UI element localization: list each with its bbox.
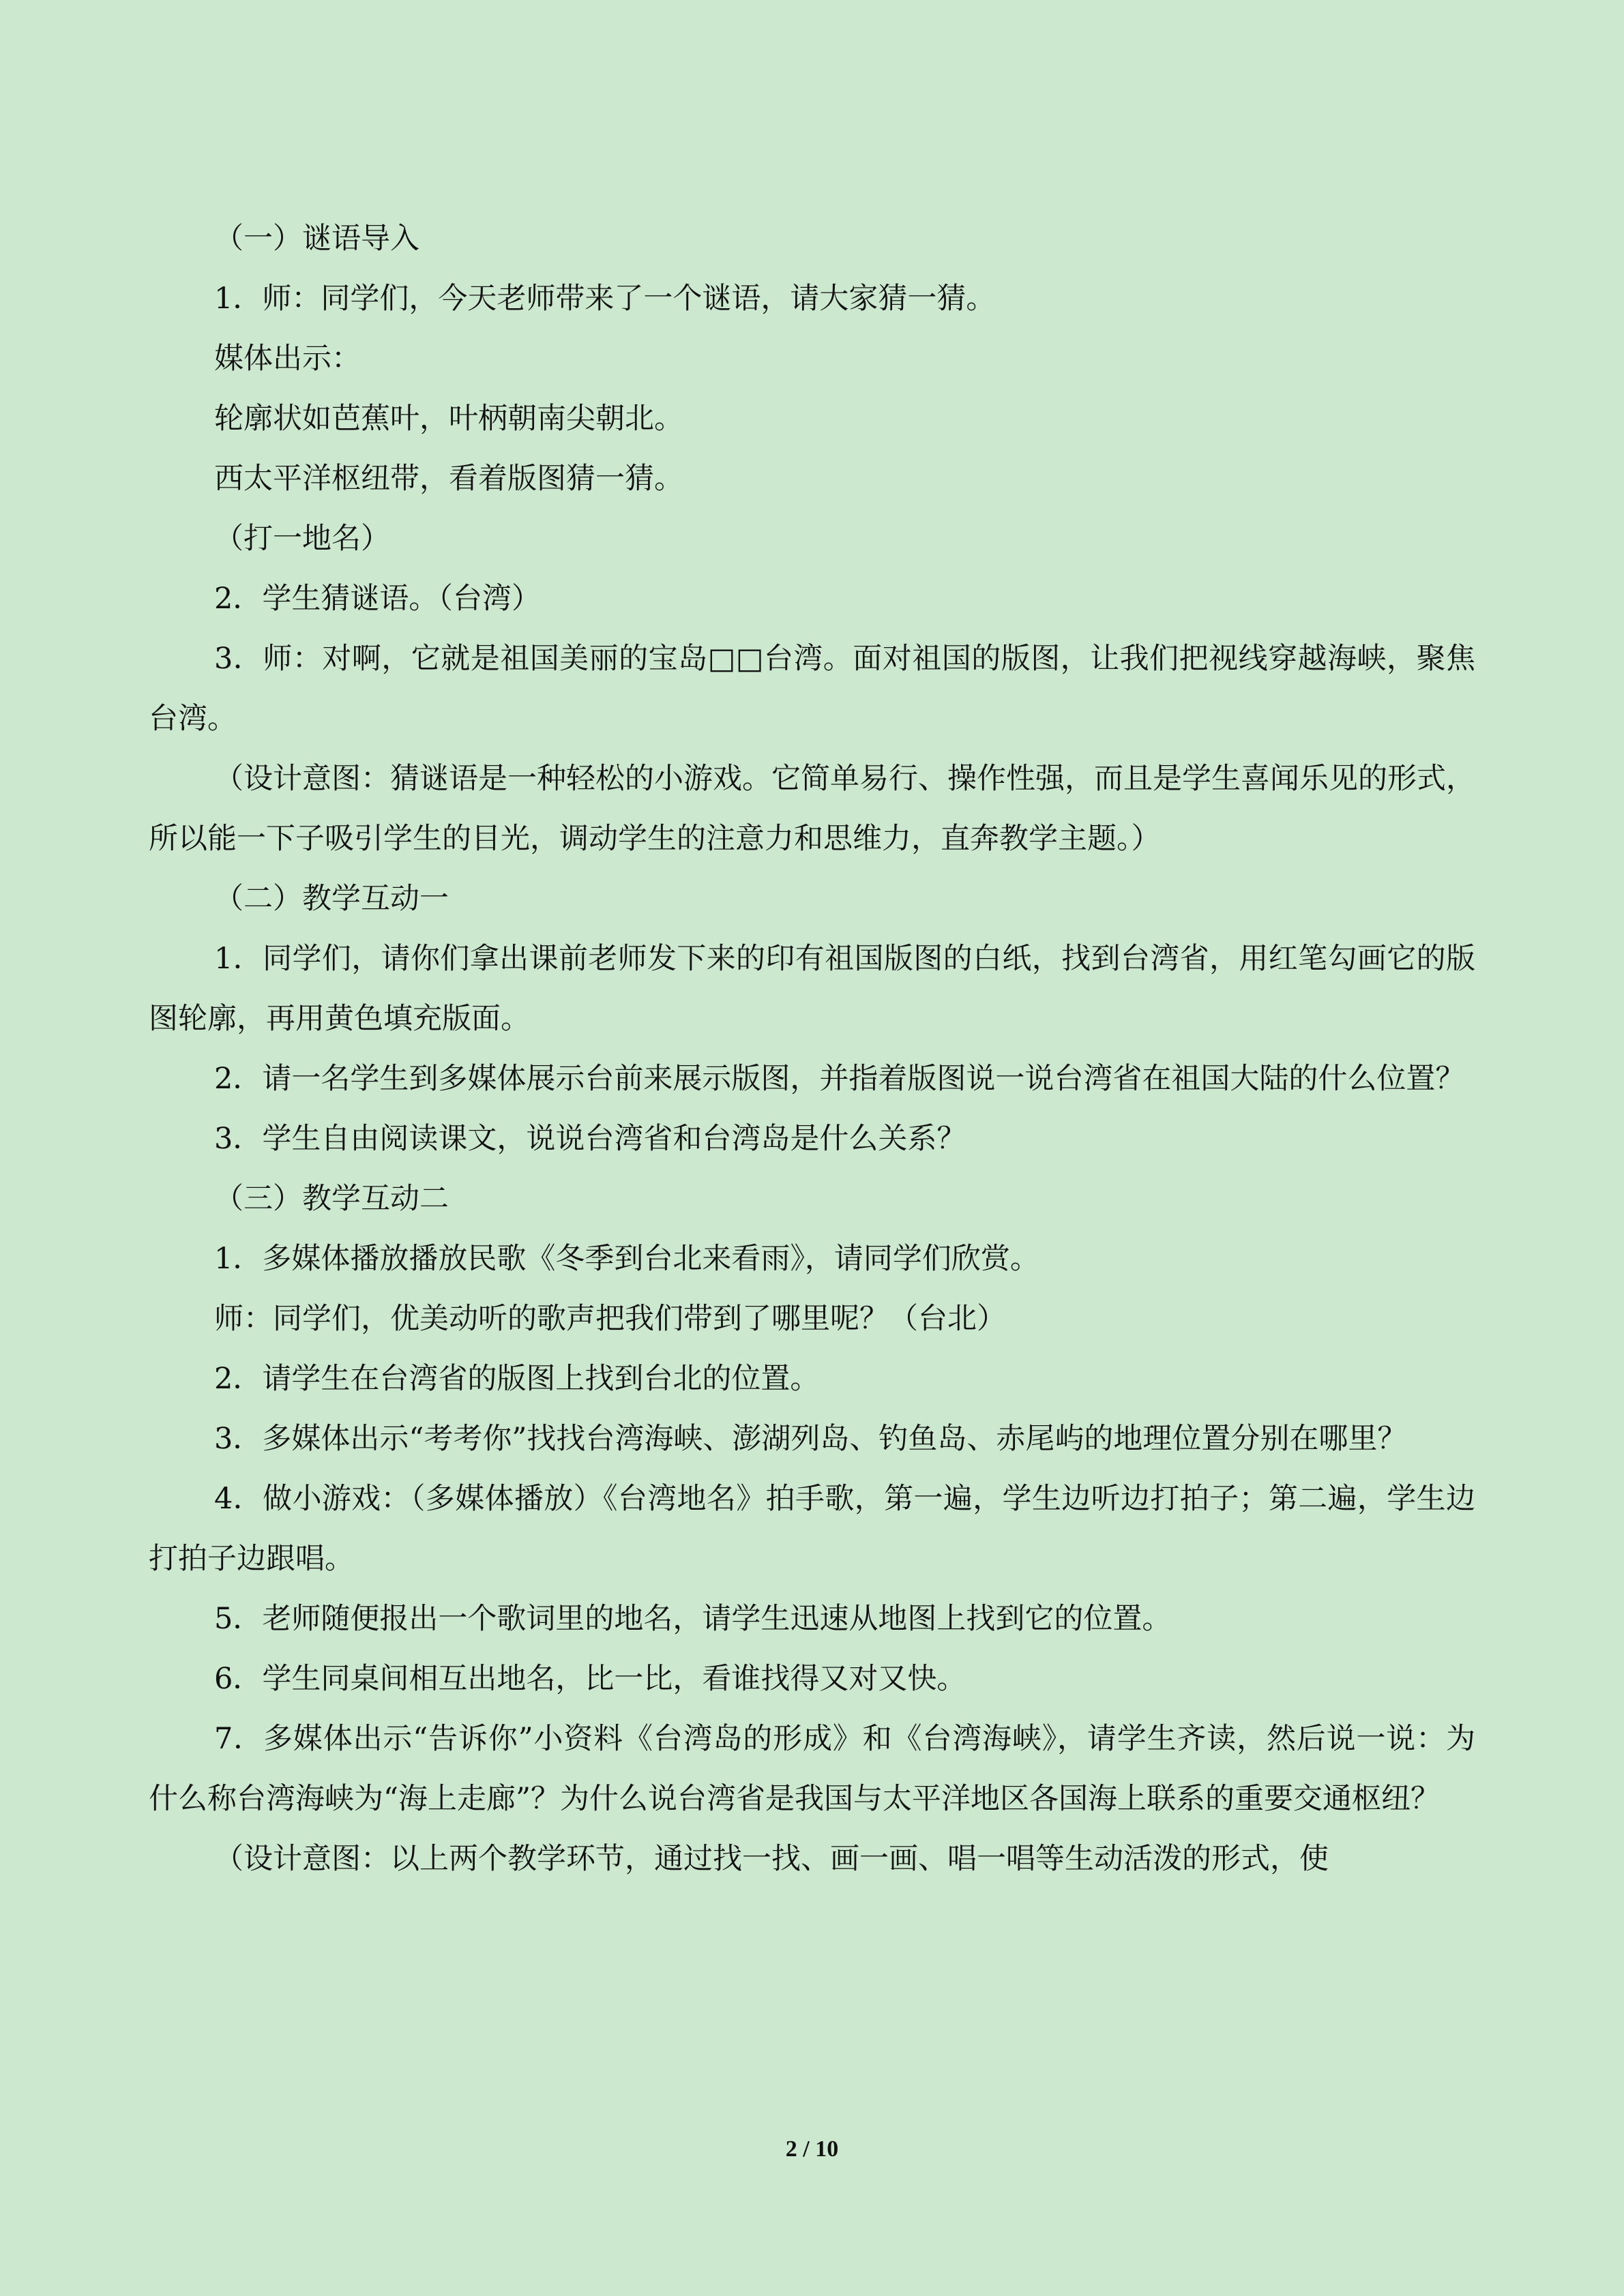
paragraph: 3．学生自由阅读课文，说说台湾省和台湾岛是什么关系？ — [214, 1122, 966, 1156]
design-intent-note: （设计意图：以上两个教学环节，通过找一找、画一画、唱一唱等生动活泼的形式，使 — [214, 1842, 1329, 1876]
paragraph: 2．学生猜谜语。（台湾） — [214, 582, 541, 616]
section-heading-interaction-one: （二）教学互动一 — [214, 882, 449, 916]
design-intent-note: （设计意图：猜谜语是一种轻松的小游戏。它简单易行、操作性强，而且是学生喜闻乐见的形式，所以能一下子吸引学生的目光，调动学生的注意力和思维力，直奔教学主题。） — [149, 762, 1475, 856]
page-number: 2 / 10 — [785, 2136, 839, 2162]
riddle-hint: （打一地名） — [214, 522, 390, 556]
paragraph: 2．请学生在台湾省的版图上找到台北的位置。 — [214, 1362, 820, 1396]
paragraph: 7．多媒体出示“告诉你”小资料《台湾岛的形成》和《台湾海峡》，请学生齐读，然后说一说：为什么称台湾海峡为“海上走廊”？为什么说台湾省是我国与太平洋地区各国海上联系的重要交通枢纽？ — [149, 1722, 1475, 1816]
paragraph: 3．多媒体出示“考考你”找找台湾海峡、澎湖列岛、钓鱼岛、赤尾屿的地理位置分别在哪里？ — [214, 1422, 1407, 1456]
section-heading-interaction-two: （三）教学互动二 — [214, 1182, 449, 1216]
paragraph: 媒体出示： — [214, 342, 361, 376]
riddle-line: 西太平洋枢纽带，看着版图猜一猜。 — [214, 462, 683, 496]
section-heading-riddle: （一）谜语导入 — [214, 222, 419, 256]
paragraph: 2．请一名学生到多媒体展示台前来展示版图，并指着版图说一说台湾省在祖国大陆的什么位置？ — [214, 1062, 1465, 1096]
paragraph: 1．多媒体播放播放民歌《冬季到台北来看雨》，请同学们欣赏。 — [214, 1242, 1039, 1276]
riddle-line: 轮廓状如芭蕉叶，叶柄朝南尖朝北。 — [214, 402, 683, 436]
document-body — [149, 209, 1475, 1889]
paragraph: 4．做小游戏：（多媒体播放）《台湾地名》拍手歌，第一遍，学生边听边打拍子；第二遍，学生边打拍子边跟唱。 — [149, 1482, 1475, 1576]
paragraph: 5．老师随便报出一个歌词里的地名，请学生迅速从地图上找到它的位置。 — [214, 1602, 1172, 1636]
paragraph: 3．师：对啊，它就是祖国美丽的宝岛□□台湾。面对祖国的版图，让我们把视线穿越海峡，聚焦台湾。 — [149, 642, 1475, 736]
paragraph: 1．师：同学们，今天老师带来了一个谜语，请大家猜一猜。 — [214, 282, 996, 316]
paragraph: 6．学生同桌间相互出地名，比一比，看谁找得又对又快。 — [214, 1662, 966, 1696]
paragraph: 1．同学们，请你们拿出课前老师发下来的印有祖国版图的白纸，找到台湾省，用红笔勾画它的版图轮廓，再用黄色填充版面。 — [149, 942, 1475, 1036]
paragraph: 师：同学们，优美动听的歌声把我们带到了哪里呢？（台北） — [214, 1302, 1006, 1336]
